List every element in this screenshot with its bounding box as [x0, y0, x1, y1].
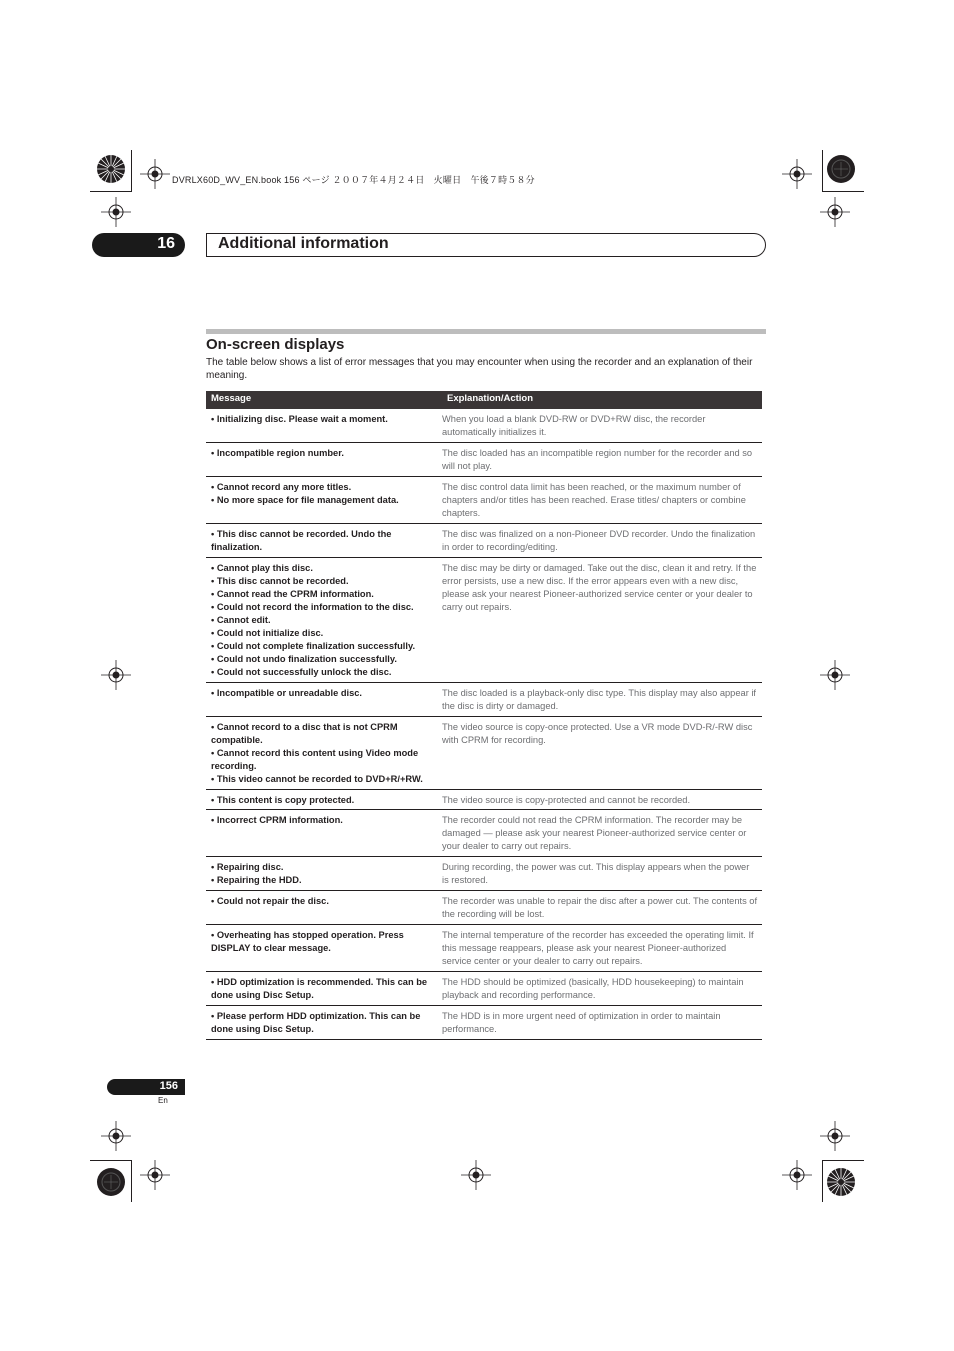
section-divider — [206, 329, 766, 334]
crosshair-mark-icon — [782, 1160, 812, 1190]
error-message: • Incorrect CPRM information. — [211, 815, 343, 825]
explanation-cell: The disc control data limit has been reached, or the maximum number of chapters and/or titles has been reached. Erase titles/ chapters or combine chapters. — [442, 482, 746, 518]
error-message: • Cannot read the CPRM information. — [211, 589, 374, 599]
chapter-title: Additional information — [218, 235, 389, 252]
explanation-cell: The disc may be dirty or damaged. Take out the disc, clean it and retry. If the error persists, use a new disc. If the error appears even with a new disc, please ask your nearest Pioneer-authorized service center or your dealer to carry out repairs. — [442, 563, 757, 612]
error-message: • Repairing the HDD. — [211, 875, 302, 885]
error-message: • Cannot record this content using Video mode recording. — [211, 748, 419, 771]
error-message: • This video cannot be recorded to DVD+R/+RW. — [211, 774, 423, 784]
table-row — [206, 810, 762, 857]
error-message: • This content is copy protected. — [211, 795, 355, 805]
crop-line — [822, 1160, 823, 1202]
crosshair-mark-icon — [140, 159, 170, 189]
message-cell — [206, 891, 442, 924]
error-message: • Cannot play this disc. — [211, 563, 313, 573]
table-row — [206, 443, 762, 477]
column-header-explanation: Explanation/Action — [447, 393, 534, 404]
message-cell — [206, 683, 442, 716]
registration-starburst-icon — [826, 1167, 856, 1197]
error-message: • Could not undo finalization successfully. — [211, 654, 397, 664]
table-row — [206, 558, 762, 683]
error-message: • Incompatible or unreadable disc. — [211, 688, 363, 698]
message-cell — [206, 409, 442, 442]
table-row — [206, 972, 762, 1006]
explanation-cell: The HDD is in more urgent need of optimization in order to maintain performance. — [442, 1011, 721, 1034]
registration-target-icon — [826, 154, 856, 184]
crosshair-mark-icon — [101, 197, 131, 227]
message-cell — [206, 443, 442, 476]
message-cell — [206, 810, 442, 856]
page-number-tab — [107, 1079, 185, 1095]
table-row — [206, 925, 762, 972]
message-cell — [206, 558, 442, 682]
error-message: • Cannot edit. — [211, 615, 271, 625]
crop-line — [131, 1160, 132, 1202]
explanation-cell: The disc loaded has an incompatible region number for the recorder and so will not play. — [442, 448, 753, 471]
crop-line — [90, 1160, 132, 1161]
error-message-table — [206, 391, 762, 1040]
table-row — [206, 683, 762, 717]
crosshair-mark-icon — [782, 159, 812, 189]
error-message: • Repairing disc. — [211, 862, 284, 872]
message-cell — [206, 925, 442, 971]
table-body — [206, 409, 762, 1040]
explanation-cell: The recorder could not read the CPRM information. The recorder may be damaged — please ask your nearest Pioneer-authorized service center or your dealer to carry out repairs. — [442, 815, 747, 851]
explanation-cell: The HDD should be optimized (basically, HDD housekeeping) to maintain playback and recording performance. — [442, 977, 744, 1000]
explanation-cell: The internal temperature of the recorder has exceeded the operating limit. If this message reappears, please ask your nearest Pioneer-authorized service center or your dealer to carry out repairs. — [442, 930, 754, 966]
error-message: • Cannot record to a disc that is not CPRM compatible. — [211, 722, 398, 745]
crop-line — [822, 191, 864, 192]
section-intro: The table below shows a list of error messages that you may encounter when using the recorder and an explanation of their meaning. — [206, 357, 753, 381]
message-cell — [206, 790, 442, 809]
crop-line — [822, 1160, 864, 1161]
error-message: • Could not complete finalization successfully. — [211, 641, 416, 651]
chapter-number: 16 — [157, 235, 175, 252]
message-cell — [206, 477, 442, 523]
error-message: • HDD optimization is recommended. This can be done using Disc Setup. — [211, 977, 428, 1000]
column-header-message: Message — [211, 393, 252, 404]
message-cell — [206, 972, 442, 1005]
error-message: • Could not successfully unlock the disc. — [211, 667, 392, 677]
chapter-heading — [206, 233, 766, 257]
error-message: • Could not repair the disc. — [211, 896, 329, 906]
table-row — [206, 857, 762, 891]
error-message: • This disc cannot be recorded. Undo the finalization. — [211, 529, 392, 552]
message-cell — [206, 857, 442, 890]
table-header — [206, 391, 762, 409]
crosshair-mark-icon — [140, 1160, 170, 1190]
error-message: • This disc cannot be recorded. — [211, 576, 349, 586]
crosshair-mark-icon — [820, 660, 850, 690]
crosshair-mark-icon — [820, 1121, 850, 1151]
page-number: 156 — [159, 1080, 178, 1092]
chapter-tab — [92, 233, 185, 257]
message-cell — [206, 717, 442, 789]
crosshair-mark-icon — [820, 197, 850, 227]
error-message: • Initializing disc. Please wait a moment. — [211, 414, 388, 424]
crop-line — [90, 191, 132, 192]
table-row — [206, 1006, 762, 1040]
table-row — [206, 790, 762, 810]
table-row — [206, 524, 762, 558]
error-message: • Could not record the information to the disc. — [211, 602, 414, 612]
crosshair-mark-icon — [461, 1160, 491, 1190]
section-title: On-screen displays — [206, 336, 345, 353]
explanation-cell: The video source is copy-protected and cannot be recorded. — [442, 795, 691, 805]
book-header-info: DVRLX60D_WV_EN.book 156 ページ ２００７年４月２４日 火曜日 午後７時５８分 — [172, 175, 535, 185]
error-message: • No more space for file management data. — [211, 495, 399, 505]
explanation-cell: The video source is copy-once protected. Use a VR mode DVD-R/-RW disc with CPRM for recording. — [442, 722, 753, 745]
page-language: En — [158, 1096, 168, 1105]
crop-line — [822, 150, 823, 192]
message-cell — [206, 1006, 442, 1039]
error-message: • Please perform HDD optimization. This can be done using Disc Setup. — [211, 1011, 421, 1034]
registration-starburst-icon — [96, 154, 126, 184]
explanation-cell: The recorder was unable to repair the disc after a power cut. The contents of the recording will be lost. — [442, 896, 758, 919]
explanation-cell: The disc was finalized on a non-Pioneer DVD recorder. Undo the finalization in order to recording/editing. — [442, 529, 756, 552]
crop-line — [131, 150, 132, 192]
explanation-cell: When you load a blank DVD-RW or DVD+RW disc, the recorder automatically initializes it. — [442, 414, 706, 437]
error-message: • Cannot record any more titles. — [211, 482, 352, 492]
crosshair-mark-icon — [101, 1121, 131, 1151]
error-message: • Could not initialize disc. — [211, 628, 324, 638]
explanation-cell: During recording, the power was cut. This display appears when the power is restored. — [442, 862, 750, 885]
table-row — [206, 409, 762, 443]
table-row — [206, 477, 762, 524]
error-message: • Incompatible region number. — [211, 448, 344, 458]
registration-target-icon — [96, 1167, 126, 1197]
table-row — [206, 717, 762, 790]
error-message: • Overheating has stopped operation. Press DISPLAY to clear message. — [211, 930, 404, 953]
table-row — [206, 891, 762, 925]
crosshair-mark-icon — [101, 660, 131, 690]
explanation-cell: The disc loaded is a playback-only disc type. This display may also appear if the disc is dirty or damaged. — [442, 688, 757, 711]
message-cell — [206, 524, 442, 557]
